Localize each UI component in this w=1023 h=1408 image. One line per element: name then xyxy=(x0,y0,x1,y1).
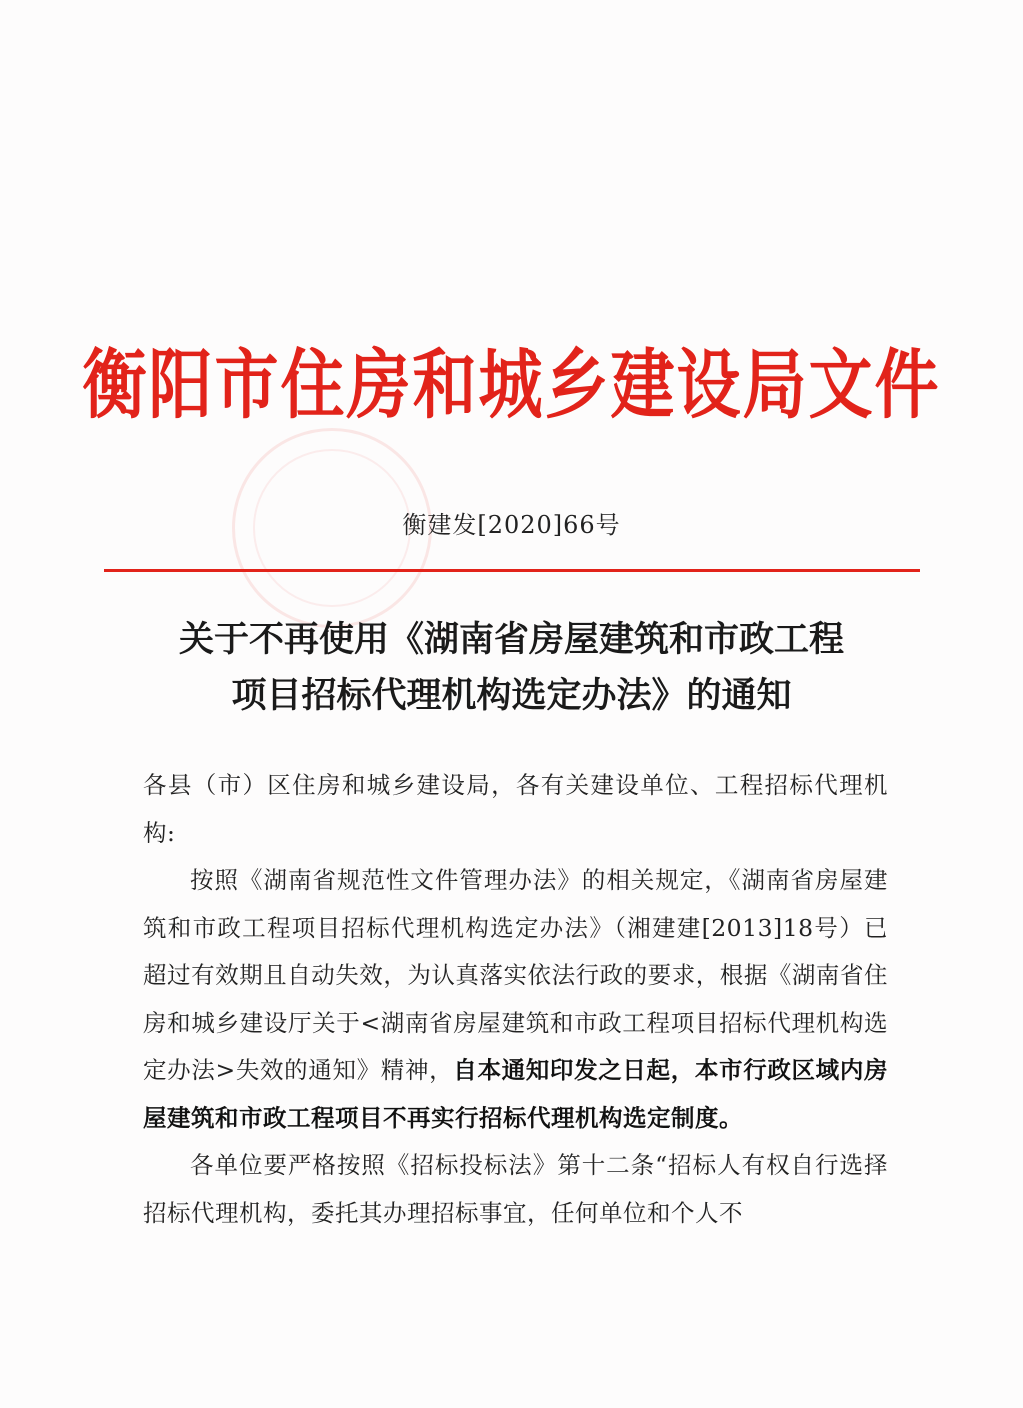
paragraph-2: 各单位要严格按照《招标投标法》第十二条“招标人有权自行选择招标代理机构，委托其办理招标事宜，任何单位和个人不 xyxy=(143,1151,888,1227)
paragraph-1-text: 按照《湖南省规范性文件管理办法》的相关规定，《湖南省房屋建筑和市政工程项目招标代理机构选定办法》（湘建建[2013]18号）已超过有效期且自动失效，为认真落实依法行政的要求，根据《湖南省住房和城乡建设厅关于<湖南省房屋建筑和市政工程项目招标代理机构选定办法>失效的通知》精神， xyxy=(143,866,888,1084)
salutation: 各县（市）区住房和城乡建设局，各有关建设单位、工程招标代理机构: xyxy=(143,771,888,847)
show-through-line xyxy=(690,140,880,192)
paragraph-1-emphasis: 自本通知印发之日起，本市行政区域内房屋建筑和市政工程项目不再实行招标代理机构选定制度。 xyxy=(143,1056,888,1132)
red-divider-line xyxy=(104,569,920,572)
notice-title xyxy=(0,612,1023,724)
notice-body xyxy=(143,762,888,1237)
document-number: 衡建发[2020]66号 xyxy=(402,511,621,539)
notice-title-line-1: 关于不再使用《湖南省房屋建筑和市政工程 xyxy=(178,619,844,660)
org-header-title: 衡阳市住房和城乡建设局文件 xyxy=(82,341,941,431)
notice-title-line-2: 项目招标代理机构选定办法》的通知 xyxy=(231,675,792,716)
show-through-text xyxy=(690,140,880,244)
show-through-line xyxy=(690,192,880,244)
paragraph-1 xyxy=(143,857,888,1142)
